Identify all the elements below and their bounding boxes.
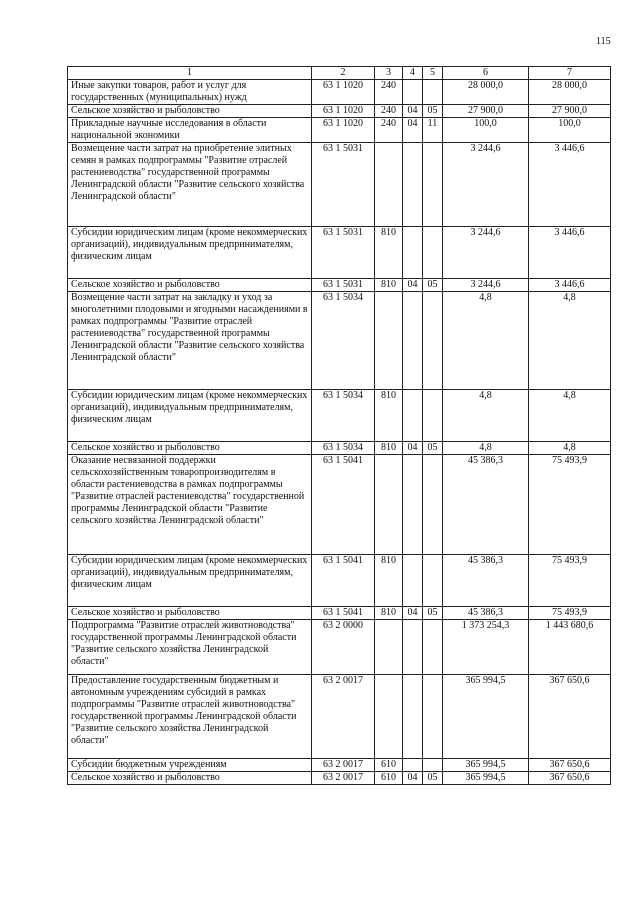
column-header: 7 xyxy=(529,67,611,80)
table-cell-pr xyxy=(423,620,443,675)
table-cell-rz: 04 xyxy=(403,772,423,785)
table-cell-vr xyxy=(375,675,403,759)
table-cell-y1: 45 386,3 xyxy=(443,555,529,607)
table-cell-rz xyxy=(403,227,423,279)
table-cell-vr: 240 xyxy=(375,118,403,143)
table-cell-name: Субсидии юридическим лицам (кроме некоммерческих организаций), индивидуальным предпринимателям, физическим лицам xyxy=(68,227,312,279)
table-cell-code: 63 2 0017 xyxy=(312,772,375,785)
table-cell-y2: 75 493,9 xyxy=(529,607,611,620)
table-cell-name: Иные закупки товаров, работ и услуг для государственных (муниципальных) нужд xyxy=(68,80,312,105)
table-cell-name: Сельское хозяйство и рыболовство xyxy=(68,105,312,118)
table-cell-y2: 367 650,6 xyxy=(529,675,611,759)
table-cell-rz xyxy=(403,292,423,390)
table-cell-y2: 4,8 xyxy=(529,442,611,455)
table-cell-y1: 365 994,5 xyxy=(443,759,529,772)
table-cell-pr xyxy=(423,390,443,442)
table-cell-code: 63 1 5031 xyxy=(312,143,375,227)
table-cell-y1: 365 994,5 xyxy=(443,675,529,759)
column-header: 2 xyxy=(312,67,375,80)
table-cell-name: Возмещение части затрат на приобретение элитных семян в рамках подпрограммы "Развитие отраслей растениеводства" государственной программы Ленинградской области "Развитие сельского хозяйства Ленинградской области" xyxy=(68,143,312,227)
column-header: 5 xyxy=(423,67,443,80)
table-cell-pr: 05 xyxy=(423,105,443,118)
table-row xyxy=(68,80,611,105)
table-cell-code: 63 1 5034 xyxy=(312,442,375,455)
table-row xyxy=(68,118,611,143)
column-header: 6 xyxy=(443,67,529,80)
table-cell-y1: 45 386,3 xyxy=(443,455,529,555)
table-cell-vr xyxy=(375,455,403,555)
column-header: 1 xyxy=(68,67,312,80)
table-cell-code: 63 2 0017 xyxy=(312,759,375,772)
table-cell-code: 63 1 5031 xyxy=(312,279,375,292)
table-row xyxy=(68,279,611,292)
table-cell-y1: 100,0 xyxy=(443,118,529,143)
table-cell-code: 63 1 5041 xyxy=(312,555,375,607)
column-number-row xyxy=(68,67,611,80)
table-cell-rz xyxy=(403,675,423,759)
table-cell-rz xyxy=(403,390,423,442)
table-cell-y2: 1 443 680,6 xyxy=(529,620,611,675)
table-row xyxy=(68,105,611,118)
table-cell-rz: 04 xyxy=(403,118,423,143)
table-cell-y2: 75 493,9 xyxy=(529,455,611,555)
table-cell-pr xyxy=(423,292,443,390)
table-cell-code: 63 2 0000 xyxy=(312,620,375,675)
table-row xyxy=(68,442,611,455)
table-row xyxy=(68,227,611,279)
table-cell-name: Субсидии юридическим лицам (кроме некоммерческих организаций), индивидуальным предпринимателям, физическим лицам xyxy=(68,555,312,607)
table-cell-vr: 810 xyxy=(375,227,403,279)
table-cell-vr: 240 xyxy=(375,105,403,118)
table-cell-name: Сельское хозяйство и рыболовство xyxy=(68,607,312,620)
table-row xyxy=(68,455,611,555)
table-cell-y2: 4,8 xyxy=(529,292,611,390)
table-cell-name: Возмещение части затрат на закладку и уход за многолетними плодовыми и ягодными насаждениями в рамках подпрограммы "Развитие отраслей растениеводства" государственной программы Ленинградской области "Развитие сельского хозяйства Ленинградской области" xyxy=(68,292,312,390)
table-row xyxy=(68,292,611,390)
table-cell-name: Сельское хозяйство и рыболовство xyxy=(68,279,312,292)
table-cell-code: 63 1 5034 xyxy=(312,292,375,390)
table-cell-code: 63 1 5041 xyxy=(312,607,375,620)
table-cell-rz xyxy=(403,143,423,227)
table-cell-y1: 4,8 xyxy=(443,390,529,442)
table-cell-pr xyxy=(423,227,443,279)
table-cell-code: 63 2 0017 xyxy=(312,675,375,759)
page-number: 115 xyxy=(596,36,611,47)
table-cell-rz xyxy=(403,80,423,105)
table-cell-vr: 810 xyxy=(375,555,403,607)
table-cell-y2: 28 000,0 xyxy=(529,80,611,105)
table-cell-code: 63 1 1020 xyxy=(312,118,375,143)
table-cell-y1: 45 386,3 xyxy=(443,607,529,620)
table-cell-rz xyxy=(403,455,423,555)
table-row xyxy=(68,390,611,442)
column-header: 3 xyxy=(375,67,403,80)
table-cell-pr: 05 xyxy=(423,607,443,620)
table-cell-vr: 810 xyxy=(375,390,403,442)
table-cell-y2: 75 493,9 xyxy=(529,555,611,607)
table-cell-vr: 610 xyxy=(375,772,403,785)
table-cell-name: Оказание несвязанной поддержки сельскохозяйственным товаропроизводителям в области растениеводства в рамках подпрограммы "Развитие отраслей растениеводства" государственной программы Ленинградской области "Развитие сельского хозяйства Ленинградской области" xyxy=(68,455,312,555)
table-cell-y2: 100,0 xyxy=(529,118,611,143)
table-row xyxy=(68,143,611,227)
table-cell-pr: 11 xyxy=(423,118,443,143)
table-cell-y1: 27 900,0 xyxy=(443,105,529,118)
table-cell-pr xyxy=(423,675,443,759)
table-cell-vr xyxy=(375,292,403,390)
table-cell-vr: 810 xyxy=(375,279,403,292)
table-cell-rz: 04 xyxy=(403,607,423,620)
table-cell-y1: 3 244,6 xyxy=(443,143,529,227)
table-cell-pr: 05 xyxy=(423,772,443,785)
table-cell-code: 63 1 5034 xyxy=(312,390,375,442)
table-cell-y2: 367 650,6 xyxy=(529,772,611,785)
table-cell-vr xyxy=(375,143,403,227)
table-cell-y1: 28 000,0 xyxy=(443,80,529,105)
table-row xyxy=(68,772,611,785)
table-cell-pr: 05 xyxy=(423,279,443,292)
table-row xyxy=(68,607,611,620)
column-header: 4 xyxy=(403,67,423,80)
table-cell-name: Прикладные научные исследования в области национальной экономики xyxy=(68,118,312,143)
table-cell-name: Субсидии бюджетным учреждениям xyxy=(68,759,312,772)
table-cell-vr: 610 xyxy=(375,759,403,772)
table-cell-rz xyxy=(403,555,423,607)
table-cell-pr xyxy=(423,555,443,607)
table-cell-code: 63 1 5031 xyxy=(312,227,375,279)
table-cell-code: 63 1 1020 xyxy=(312,80,375,105)
table-cell-name: Сельское хозяйство и рыболовство xyxy=(68,442,312,455)
table-cell-pr xyxy=(423,759,443,772)
table-row xyxy=(68,620,611,675)
table-cell-vr: 810 xyxy=(375,442,403,455)
table-cell-pr: 05 xyxy=(423,442,443,455)
table-cell-rz xyxy=(403,620,423,675)
table-cell-y2: 3 446,6 xyxy=(529,279,611,292)
table-cell-code: 63 1 1020 xyxy=(312,105,375,118)
table-row xyxy=(68,555,611,607)
table-cell-y1: 1 373 254,3 xyxy=(443,620,529,675)
table-cell-y1: 3 244,6 xyxy=(443,227,529,279)
table-cell-rz: 04 xyxy=(403,279,423,292)
table-cell-y1: 3 244,6 xyxy=(443,279,529,292)
table-cell-code: 63 1 5041 xyxy=(312,455,375,555)
table-cell-vr: 810 xyxy=(375,607,403,620)
table-cell-y2: 3 446,6 xyxy=(529,143,611,227)
table-cell-name: Предоставление государственным бюджетным и автономным учреждениям субсидий в рамках подпрограммы "Развитие отраслей животноводства" государственной программы Ленинградской области "Развитие сельского хозяйства Ленинградской области" xyxy=(68,675,312,759)
table-cell-y1: 4,8 xyxy=(443,292,529,390)
table-cell-y2: 27 900,0 xyxy=(529,105,611,118)
table-cell-y2: 3 446,6 xyxy=(529,227,611,279)
table-cell-vr: 240 xyxy=(375,80,403,105)
table-cell-pr xyxy=(423,80,443,105)
table-cell-vr xyxy=(375,620,403,675)
table-cell-rz: 04 xyxy=(403,442,423,455)
table-cell-rz xyxy=(403,759,423,772)
table-cell-y1: 4,8 xyxy=(443,442,529,455)
table-cell-pr xyxy=(423,143,443,227)
table-cell-name: Сельское хозяйство и рыболовство xyxy=(68,772,312,785)
table-cell-y2: 4,8 xyxy=(529,390,611,442)
table-cell-name: Субсидии юридическим лицам (кроме некоммерческих организаций), индивидуальным предпринимателям, физическим лицам xyxy=(68,390,312,442)
budget-table xyxy=(67,66,611,785)
table-row xyxy=(68,675,611,759)
table-row xyxy=(68,759,611,772)
table-cell-pr xyxy=(423,455,443,555)
table-cell-name: Подпрограмма "Развитие отраслей животноводства" государственной программы Ленинградской области "Развитие сельского хозяйства Ленинградской области" xyxy=(68,620,312,675)
table-cell-y1: 365 994,5 xyxy=(443,772,529,785)
table-cell-rz: 04 xyxy=(403,105,423,118)
table-cell-y2: 367 650,6 xyxy=(529,759,611,772)
